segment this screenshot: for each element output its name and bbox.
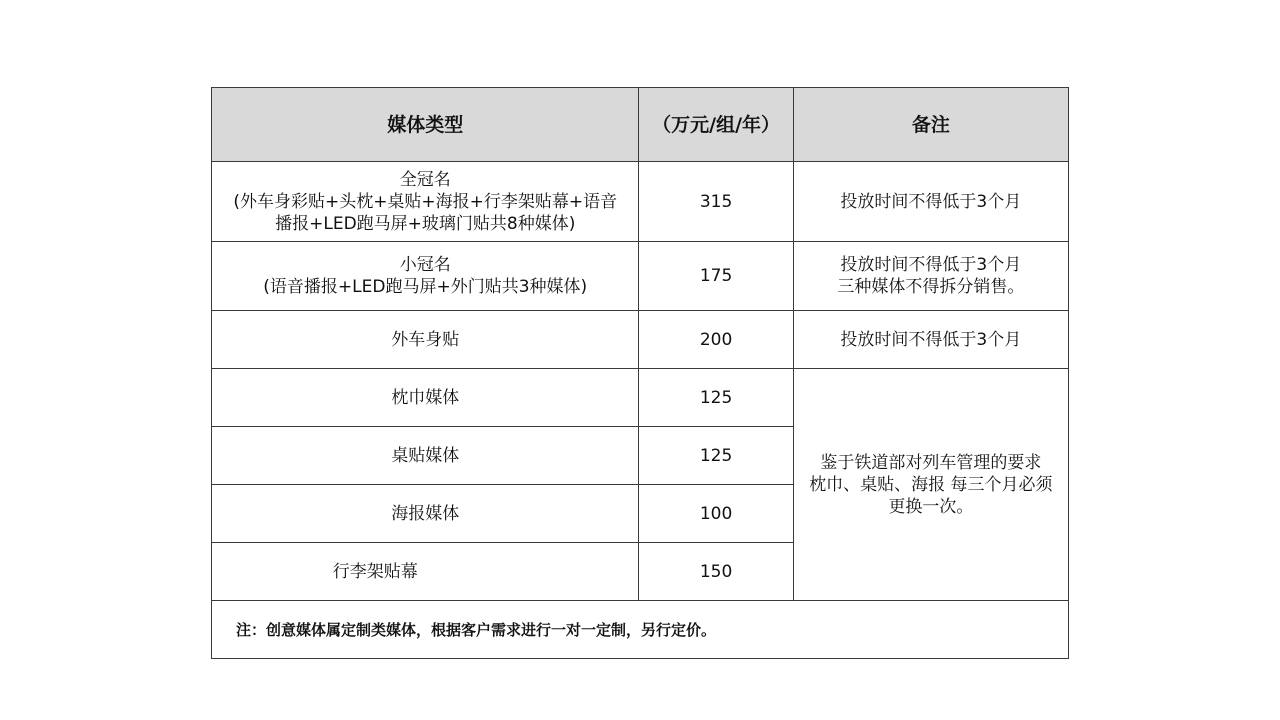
media-type-line: (语音播报+LED跑马屏+外门贴共3种媒体) [263, 277, 588, 297]
media-type-cell: 海报媒体 [212, 485, 639, 543]
remark-line: 更换一次。 [888, 496, 974, 517]
price-cell: 315 [639, 162, 793, 242]
price-cell: 100 [639, 485, 793, 543]
remark-cell [793, 242, 1068, 311]
remark-cell: 投放时间不得低于3个月 [793, 311, 1068, 369]
media-type-cell: 外车身贴 [212, 311, 639, 369]
remark-line: 鉴于铁道部对列车管理的要求 [820, 452, 1042, 473]
media-type-line: 全冠名 [399, 169, 451, 190]
remark-line: 枕巾、桌贴、海报 每三个月必须 [809, 474, 1053, 495]
price-cell: 175 [639, 242, 793, 311]
header-media-type: 媒体类型 [212, 88, 639, 162]
media-type-cell: 桌贴媒体 [212, 427, 639, 485]
table-row [212, 242, 1069, 311]
media-price-table [211, 87, 1069, 659]
remark-cell [793, 162, 1068, 242]
media-type-line: (外车身彩贴+头枕+桌贴+海报+行李架贴幕+语音 [233, 191, 618, 212]
price-cell: 150 [639, 543, 793, 601]
header-remark: 备注 [793, 88, 1068, 162]
media-type-cell [212, 242, 639, 311]
merged-remark-cell [793, 369, 1068, 601]
remark-line: 投放时间不得低于3个月 [840, 191, 1022, 212]
media-type-cell [212, 162, 639, 242]
remark-line: 投放时间不得低于3个月 [840, 255, 1022, 275]
price-cell: 200 [639, 311, 793, 369]
price-cell: 125 [639, 369, 793, 427]
table-row [212, 369, 1069, 427]
media-type-line: 播报+LED跑马屏+玻璃门贴共8种媒体) [275, 213, 576, 234]
table-row [212, 162, 1069, 242]
header-price-unit: （万元/组/年） [639, 88, 793, 162]
footnote: 注：创意媒体属定制类媒体，根据客户需求进行一对一定制，另行定价。 [212, 601, 1069, 659]
media-type-cell: 行李架贴幕 [212, 543, 639, 601]
footnote-row [212, 601, 1069, 659]
table-row [212, 311, 1069, 369]
media-type-line: 小冠名 [399, 255, 451, 275]
table-header-row [212, 88, 1069, 162]
remark-line: 三种媒体不得拆分销售。 [837, 277, 1025, 297]
price-cell: 125 [639, 427, 793, 485]
media-type-cell: 枕巾媒体 [212, 369, 639, 427]
